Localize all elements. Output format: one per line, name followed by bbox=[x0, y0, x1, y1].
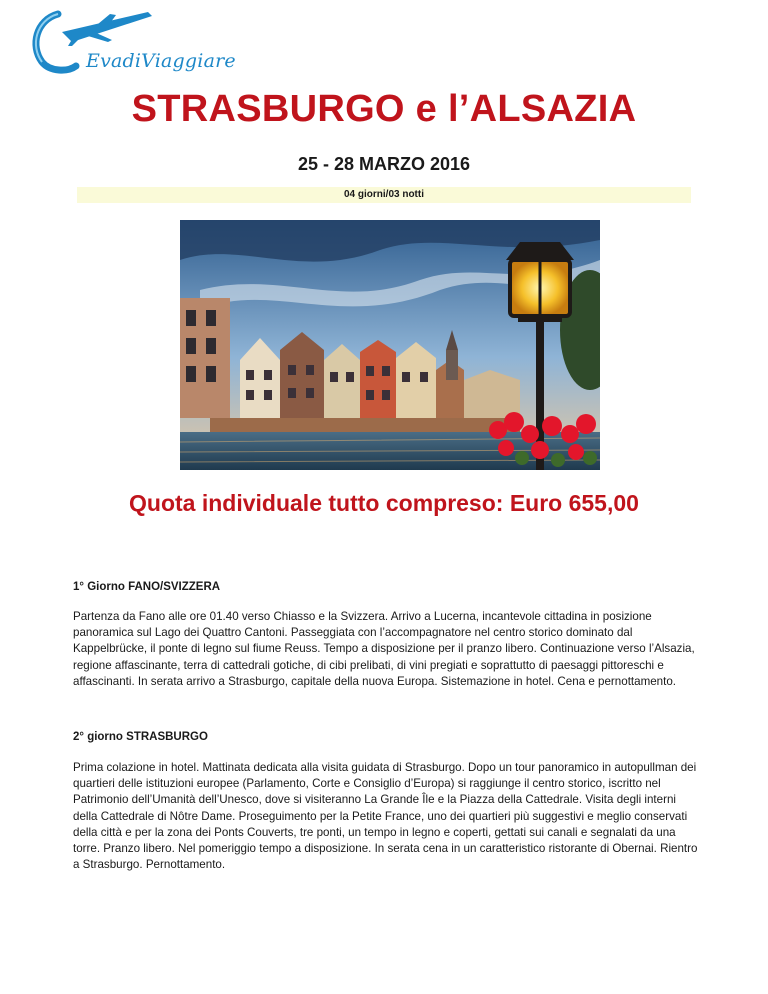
brand-logo bbox=[28, 6, 236, 84]
day-2-description: Prima colazione in hotel. Mattinata dedicata alla visita guidata di Strasburgo. Dopo un tour panoramico in autopullman dei quartieri delle istituzioni europee (Parlamento, Corte e Consiglio d’Europa) si raggiunge il centro storico, iscritto nel Patrimonio dell’Umanità dell’Unesco, dove si visiteranno La Grande Île e la Piazza della Cattedrale. Visita degli interni della Cattedrale di Nôtre Dame. Proseguimento per la Petite France, uno dei quartieri più suggestivi e meglio conservati della città e per la zona dei Ponts Couverts, tre ponti, un tempo in legno e coperti, gettati sui canali e segnalati da una torre. Pranzo libero. Nel pomeriggio tempo a disposizione. In serata cena in un caratteristico ristorante di Obernai. Rientro a Strasburgo. Pernottamento. bbox=[73, 761, 698, 872]
airplane-swoosh-icon bbox=[28, 6, 228, 84]
brand-name: EvadiViaggiare bbox=[86, 50, 236, 72]
trip-dates: 25 - 28 MARZO 2016 bbox=[297, 154, 471, 174]
day-1-heading: 1° Giorno FANO/SVIZZERA bbox=[73, 581, 221, 593]
day-1-description: Partenza da Fano alle ore 01.40 verso Chiasso e la Svizzera. Arrivo a Lucerna, incantevole cittadina in posizione panoramica sul Lago dei Quattro Cantoni. Passeggiata con l’accompagnatore nel centro storico dominato dal Kappelbrücke, il ponte di legno sul fiume Reuss. Tempo a disposizione per il pranzo libero. Continuazione verso l’Alsazia, regione affascinante, terra di cattedrali gotiche, di cibi prelibati, di vini pregiati e soprattutto di paesaggi pittoreschi e affascinanti. In serata arrivo a Strasburgo, capitale della nuova Europa. Sistemazione in hotel. Cena e pernottamento. bbox=[73, 610, 695, 688]
price-headline: Quota individuale tutto compreso: Euro 655,00 bbox=[129, 490, 639, 516]
strasbourg-photo bbox=[180, 220, 600, 470]
page-title: STRASBURGO e l’ALSAZIA bbox=[131, 88, 637, 130]
trip-duration: 04 giorni/03 notti bbox=[77, 187, 691, 203]
day-2-heading: 2° giorno STRASBURGO bbox=[73, 731, 208, 743]
